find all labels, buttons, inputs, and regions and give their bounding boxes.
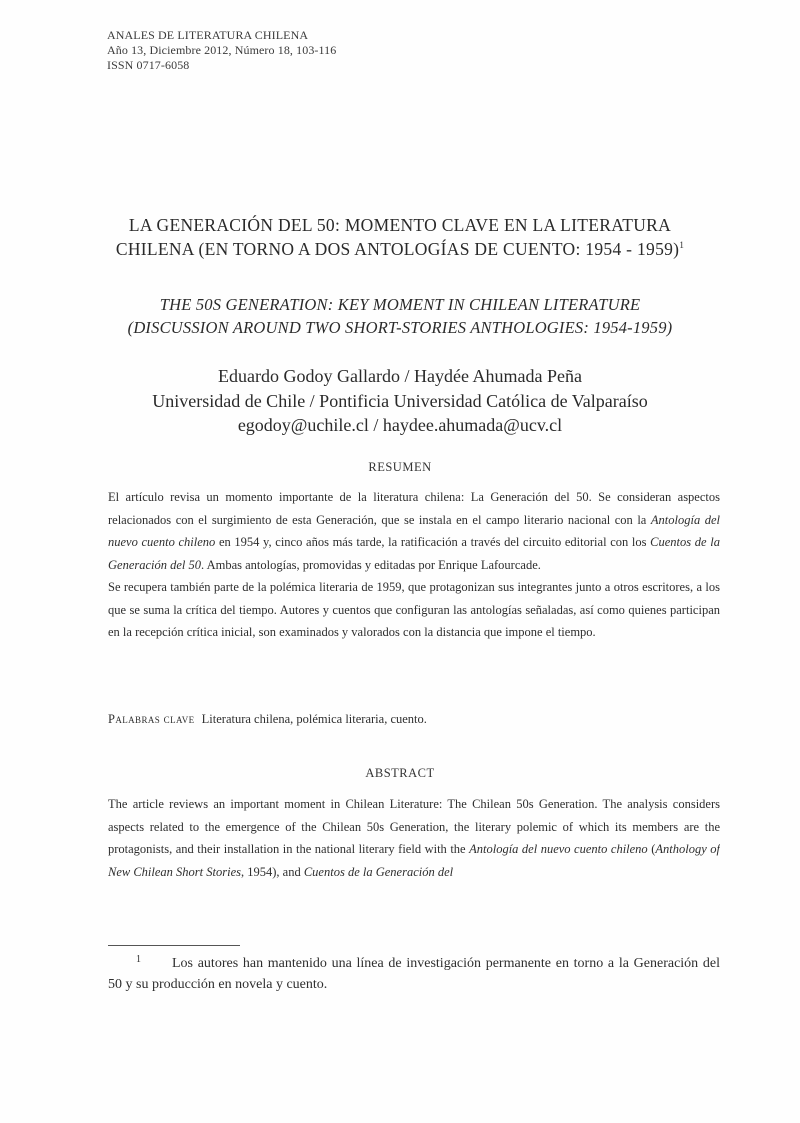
author-affiliations: Universidad de Chile / Pontificia Universidad Católica de Valparaíso xyxy=(152,390,648,411)
resumen-heading: RESUMEN xyxy=(368,460,432,474)
author-emails: egodoy@uchile.cl / haydee.ahumada@ucv.cl xyxy=(237,415,563,435)
footnote-number: 1 xyxy=(136,954,141,965)
abstract-p1-italic-3: Cuentos de la Generación del xyxy=(303,864,454,879)
abstract-p1-text-c: , 1954), and xyxy=(241,864,304,879)
abstract-p1-text-b: ( xyxy=(647,842,656,856)
resumen-paragraph-1 xyxy=(108,486,720,576)
resumen-p1-text-b: en 1954 y, cinco años más tarde, la ratificación a través del circuito editorial con los xyxy=(215,535,651,549)
abstract-p1-italic-1: Antología del nuevo cuento chileno xyxy=(469,842,648,856)
footnote-divider xyxy=(108,945,240,946)
title-english-line-2: (DISCUSSION AROUND TWO SHORT-STORIES ANTHOLOGIES: 1954-1959) xyxy=(127,318,673,337)
resumen-p1-italic-1: Antología del nuevo cuento chileno xyxy=(108,512,720,549)
abstract-p1-text-a: The article reviews an important moment in Chilean Literature: The Chilean 50s Generation. The analysis considers aspects related to the emergence of the Chilean 50s Generation, the literary polemic of which its members are the protagonists, and their installation in the national literary field with the xyxy=(108,797,720,856)
footnote-text: Los autores han mantenido una línea de investigación permanente en torno a la Generación del 50 y su producción en novela y cuento. xyxy=(108,956,720,992)
title-english-line-1: THE 50S GENERATION: KEY MOMENT IN CHILEAN LITERATURE xyxy=(159,295,641,314)
keywords-label: Palabras clave xyxy=(108,712,195,726)
journal-issue: Año 13, Diciembre 2012, Número 18, 103-116 xyxy=(107,43,337,57)
abstract-paragraph-1 xyxy=(108,793,720,883)
abstract-body xyxy=(108,793,720,885)
journal-header xyxy=(107,28,336,73)
resumen-p1-text-c: . Ambas antologías, promovidas y editadas por Enrique Lafourcade. xyxy=(201,557,541,572)
keywords-text: Literatura chilena, polémica literaria, cuento. xyxy=(201,712,427,726)
title-spanish-line-2 xyxy=(100,237,700,261)
abstract-heading: ABSTRACT xyxy=(365,766,435,780)
journal-name: ANALES DE LITERATURA CHILENA xyxy=(107,28,309,42)
resumen-p1-italic-2: Cuentos de la Generación del 50 xyxy=(108,535,720,572)
author-block xyxy=(100,364,700,438)
title-english xyxy=(100,293,700,339)
author-names: Eduardo Godoy Gallardo / Haydée Ahumada Peña xyxy=(218,366,582,386)
abstract-p1-italic-2: Anthology of New Chilean Short Stories xyxy=(108,842,720,879)
title-spanish-line-1: LA GENERACIÓN DEL 50: MOMENTO CLAVE EN LA LITERATURA xyxy=(128,215,672,235)
title-spanish xyxy=(100,213,700,261)
resumen-body xyxy=(108,486,720,644)
footnote xyxy=(108,953,720,995)
keywords-line xyxy=(108,709,720,729)
title-footnote-marker: 1 xyxy=(679,240,685,251)
title-spanish-line-2-text: CHILENA (EN TORNO A DOS ANTOLOGÍAS DE CUENTO: 1954 - 1959) xyxy=(115,239,680,259)
journal-issn: ISSN 0717-6058 xyxy=(107,58,190,72)
resumen-p1-text-a: El artículo revisa un momento importante de la literatura chilena: La Generación del 50. Se consideran aspectos relacionados con el surgimiento de esta Generación, que se instala en el campo literario nacional con la xyxy=(108,490,720,527)
resumen-paragraph-2: Se recupera también parte de la polémica literaria de 1959, que protagonizan sus integrantes junto a otros escritores, a los que se suma la crítica del tiempo. Autores y cuentos que configuran las antologías señaladas, así como quienes participan en la recepción crítica inicial, son examinados y valorados con la distancia que impone el tiempo. xyxy=(108,580,720,639)
